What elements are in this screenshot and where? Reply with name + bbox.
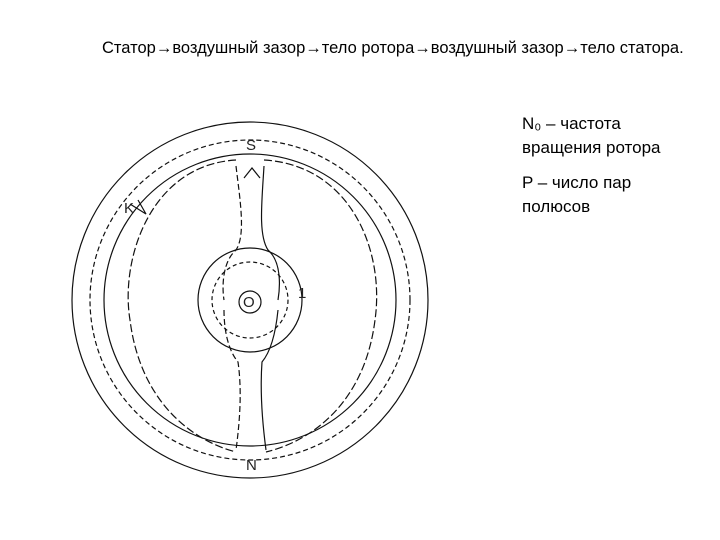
right-label: 1 bbox=[298, 285, 307, 302]
pole-label-n: N bbox=[246, 457, 257, 474]
top-arrow-mark bbox=[244, 168, 260, 178]
flux-line-top-left bbox=[223, 166, 241, 300]
flux-line-top-right bbox=[262, 166, 280, 300]
center-label: O bbox=[243, 294, 255, 311]
note-rotation-frequency: N₀ – частота вращения ротора bbox=[522, 114, 661, 157]
left-label: K bbox=[124, 200, 135, 217]
flux-line-bottom-left bbox=[224, 310, 240, 450]
flux-loop-left bbox=[128, 160, 236, 452]
note-pole-pairs: P – число пар полюсов bbox=[522, 173, 632, 216]
magnetic-circuit-diagram bbox=[70, 120, 450, 520]
pole-label-s: S bbox=[246, 137, 257, 154]
flux-line-bottom-right bbox=[261, 310, 278, 450]
slide-title: Статор→воздушный зазор→тело ротора→воздушный зазор→тело статора. bbox=[102, 39, 684, 57]
